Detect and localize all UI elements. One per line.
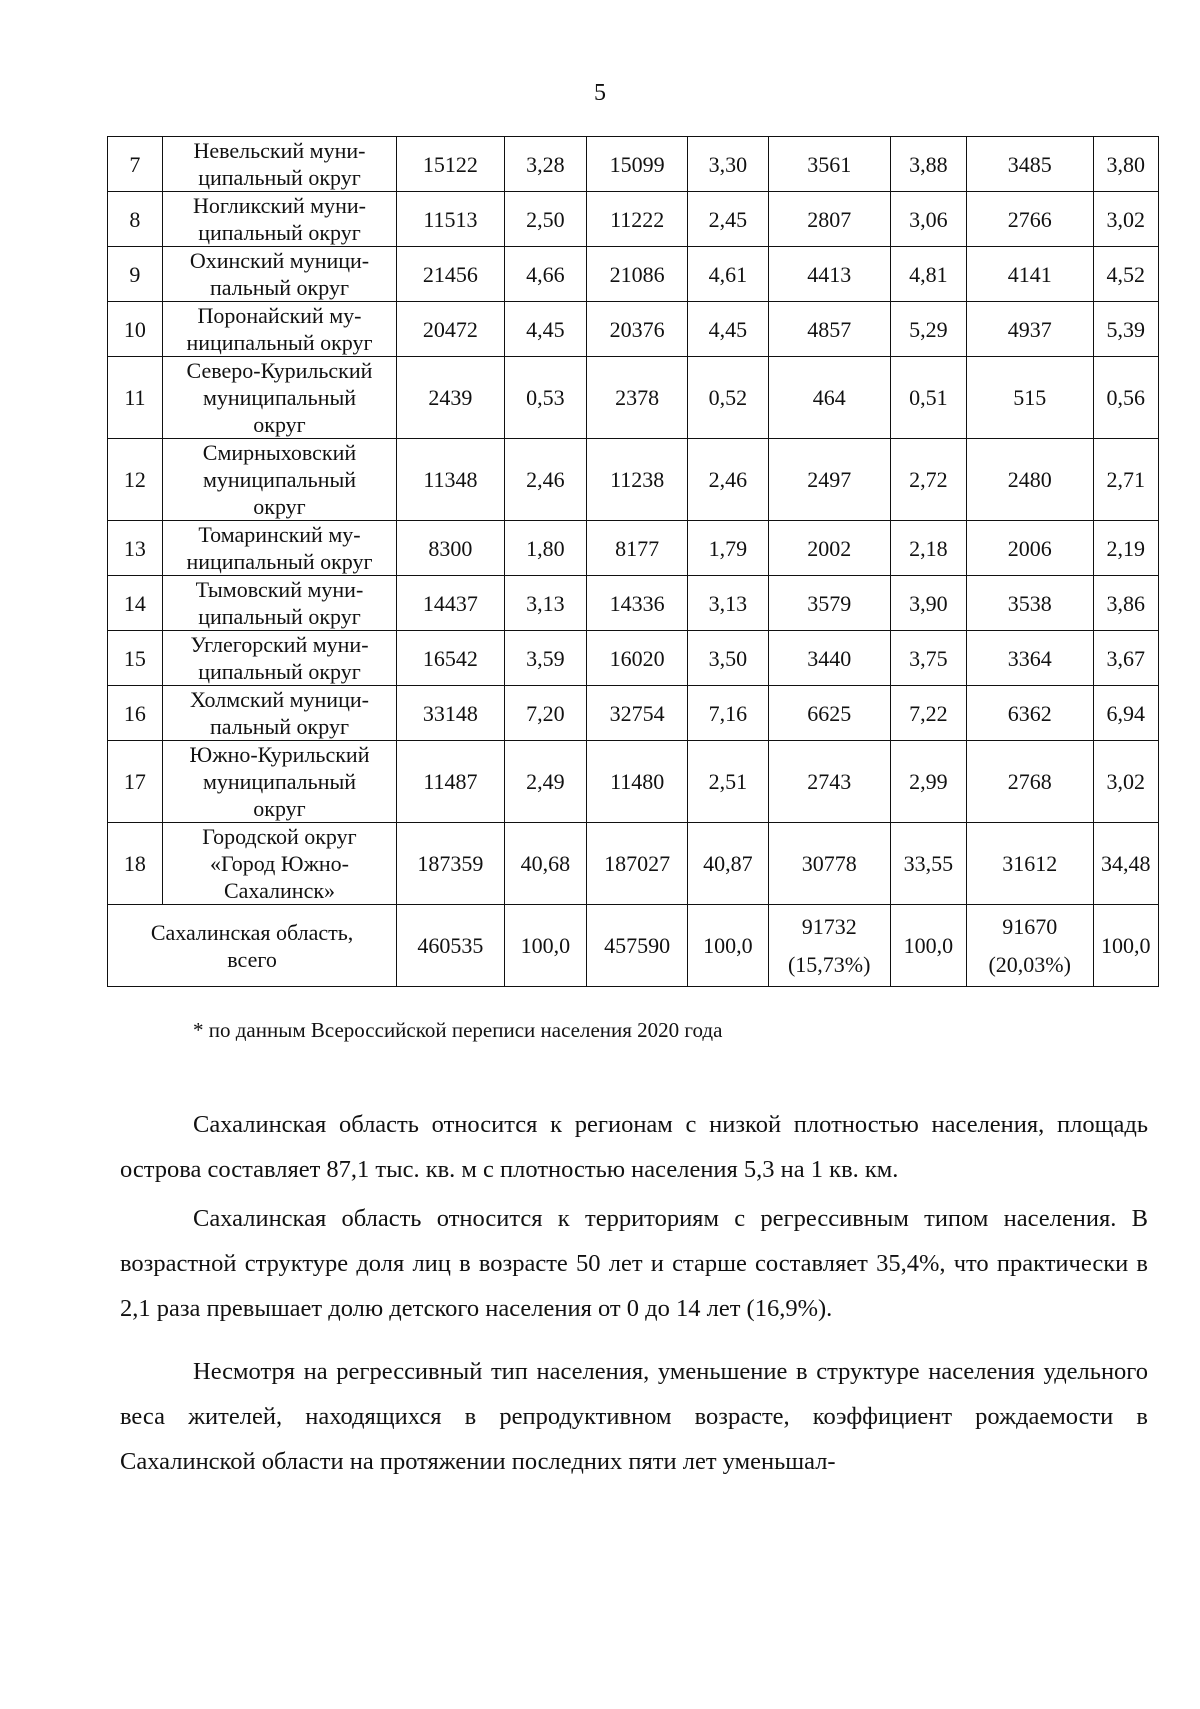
district-name-cell-line: Смирныховский xyxy=(202,440,357,465)
value-cell: 2497 xyxy=(768,439,890,521)
district-name-cell xyxy=(162,137,396,192)
district-name-cell xyxy=(162,686,396,741)
paragraph-age-structure: Сахалинская область относится к территориям с регрессивным типом населения. В возрастной структуре доля лиц в возрасте 50 лет и старше составляет 35,4%, что практически в 2,1 раза превышает долю детского населения от 0 до 14 лет (16,9%). xyxy=(120,1205,1148,1322)
district-name-cell-line: ципальный округ xyxy=(198,604,361,629)
value-cell: 4,52 xyxy=(1093,247,1159,302)
value-cell: 7,22 xyxy=(890,686,966,741)
value-cell: 2439 xyxy=(397,357,505,439)
table-row xyxy=(108,576,1159,631)
total-value-line: 91732 xyxy=(801,913,857,939)
value-cell: 2,50 xyxy=(504,192,586,247)
value-cell: 32754 xyxy=(587,686,688,741)
value-cell: 15099 xyxy=(587,137,688,192)
table-row xyxy=(108,439,1159,521)
district-name-cell-line: Сахалинск» xyxy=(223,878,336,903)
district-name-cell xyxy=(162,302,396,357)
total-row xyxy=(108,905,1159,987)
value-cell: 4,45 xyxy=(688,302,768,357)
value-cell: 4,61 xyxy=(688,247,768,302)
value-cell: 187027 xyxy=(587,823,688,905)
value-cell: 40,68 xyxy=(504,823,586,905)
value-cell: 3485 xyxy=(966,137,1093,192)
value-cell: 3,02 xyxy=(1093,741,1159,823)
value-cell: 4141 xyxy=(966,247,1093,302)
value-cell: 3364 xyxy=(966,631,1093,686)
body-text xyxy=(120,1102,1148,1484)
value-cell: 2768 xyxy=(966,741,1093,823)
population-table xyxy=(107,136,1159,987)
value-cell: 2807 xyxy=(768,192,890,247)
value-cell: 2,19 xyxy=(1093,521,1159,576)
district-name-cell xyxy=(162,192,396,247)
value-cell: 2,71 xyxy=(1093,439,1159,521)
value-cell: 4937 xyxy=(966,302,1093,357)
district-name-cell-line: округ xyxy=(253,494,306,519)
value-cell: 4,45 xyxy=(504,302,586,357)
value-cell: 2,18 xyxy=(890,521,966,576)
district-name-cell-line: пальный округ xyxy=(209,714,349,739)
district-name-cell-line: пальный округ xyxy=(209,275,349,300)
district-name-cell-line: Поронайский му- xyxy=(197,303,362,328)
value-cell: 3,13 xyxy=(688,576,768,631)
value-cell: 2006 xyxy=(966,521,1093,576)
value-cell: 11487 xyxy=(397,741,505,823)
value-cell: 34,48 xyxy=(1093,823,1159,905)
value-cell: 15122 xyxy=(397,137,505,192)
value-cell: 40,87 xyxy=(688,823,768,905)
value-cell: 0,52 xyxy=(688,357,768,439)
value-cell: 1,80 xyxy=(504,521,586,576)
value-cell: 1,79 xyxy=(688,521,768,576)
district-name-cell-line: округ xyxy=(253,412,306,437)
value-cell: 21086 xyxy=(587,247,688,302)
value-cell: 2,51 xyxy=(688,741,768,823)
district-name-cell-line: муниципальный xyxy=(202,769,357,794)
row-number-cell: 15 xyxy=(108,631,163,686)
value-cell: 11222 xyxy=(587,192,688,247)
table-row xyxy=(108,686,1159,741)
district-name-cell xyxy=(162,521,396,576)
value-cell: 11238 xyxy=(587,439,688,521)
district-name-cell xyxy=(162,741,396,823)
district-name-cell-line: ниципальный округ xyxy=(186,330,373,355)
value-cell: 3,75 xyxy=(890,631,966,686)
table-row xyxy=(108,741,1159,823)
district-name-cell-line: Холмский муници- xyxy=(190,687,369,712)
value-cell: 2,45 xyxy=(688,192,768,247)
total-value-cell: 100,0 xyxy=(504,905,586,987)
value-cell: 8177 xyxy=(587,521,688,576)
value-cell: 11348 xyxy=(397,439,505,521)
district-name-cell-line: муниципальный xyxy=(202,467,357,492)
row-number-cell: 11 xyxy=(108,357,163,439)
value-cell: 6362 xyxy=(966,686,1093,741)
table-row xyxy=(108,302,1159,357)
value-cell: 2766 xyxy=(966,192,1093,247)
total-value-cell xyxy=(768,905,890,987)
district-name-cell-line: Углегорский муни- xyxy=(190,632,369,657)
value-cell: 3,59 xyxy=(504,631,586,686)
district-name-cell-line: Южно-Курильский xyxy=(189,742,370,767)
value-cell: 16020 xyxy=(587,631,688,686)
district-name-cell xyxy=(162,631,396,686)
value-cell: 3,30 xyxy=(688,137,768,192)
value-cell: 5,29 xyxy=(890,302,966,357)
table-row xyxy=(108,247,1159,302)
value-cell: 464 xyxy=(768,357,890,439)
table-row xyxy=(108,823,1159,905)
table-row xyxy=(108,137,1159,192)
value-cell: 11480 xyxy=(587,741,688,823)
total-value-line: (20,03%) xyxy=(988,951,1071,977)
value-cell: 11513 xyxy=(397,192,505,247)
district-name-cell-line: ниципальный округ xyxy=(186,549,373,574)
value-cell: 30778 xyxy=(768,823,890,905)
value-cell: 4413 xyxy=(768,247,890,302)
paragraph-birth-rate: Несмотря на регрессивный тип населения, уменьшение в структуре населения удельного веса жителей, находящихся в репродуктивном возрасте, коэффициент рождаемости в Сахалинской области на протяжении последних пяти лет уменьшал- xyxy=(120,1358,1148,1475)
district-name-cell-line: ципальный округ xyxy=(198,220,361,245)
district-name-cell xyxy=(162,357,396,439)
value-cell: 3,50 xyxy=(688,631,768,686)
total-value-line: (15,73%) xyxy=(787,951,871,977)
table-row xyxy=(108,631,1159,686)
district-name-cell xyxy=(162,823,396,905)
total-label-line: Сахалинская область, xyxy=(150,919,354,945)
value-cell: 3,13 xyxy=(504,576,586,631)
value-cell: 3,80 xyxy=(1093,137,1159,192)
value-cell: 33,55 xyxy=(890,823,966,905)
value-cell: 3,02 xyxy=(1093,192,1159,247)
district-name-cell-line: Ногликский муни- xyxy=(192,193,366,218)
district-name-cell-line: муниципальный xyxy=(202,385,357,410)
value-cell: 4,66 xyxy=(504,247,586,302)
total-label-line: всего xyxy=(227,946,277,972)
district-name-cell-line: ципальный округ xyxy=(198,165,361,190)
value-cell: 3,90 xyxy=(890,576,966,631)
value-cell: 0,51 xyxy=(890,357,966,439)
total-value-cell: 100,0 xyxy=(890,905,966,987)
district-name-cell xyxy=(162,247,396,302)
value-cell: 2,46 xyxy=(504,439,586,521)
value-cell: 8300 xyxy=(397,521,505,576)
row-number-cell: 8 xyxy=(108,192,163,247)
value-cell: 31612 xyxy=(966,823,1093,905)
table-row xyxy=(108,521,1159,576)
district-name-cell-line: Томаринский му- xyxy=(198,522,361,547)
total-label-cell xyxy=(108,905,397,987)
value-cell: 21456 xyxy=(397,247,505,302)
value-cell: 14336 xyxy=(587,576,688,631)
district-name-cell-line: Охинский муници- xyxy=(189,248,370,273)
value-cell: 3561 xyxy=(768,137,890,192)
value-cell: 3,88 xyxy=(890,137,966,192)
row-number-cell: 14 xyxy=(108,576,163,631)
value-cell: 3579 xyxy=(768,576,890,631)
total-value-cell: 460535 xyxy=(397,905,505,987)
district-name-cell-line: округ xyxy=(253,796,306,821)
total-value-line: 91670 xyxy=(1002,913,1058,939)
value-cell: 16542 xyxy=(397,631,505,686)
table-row xyxy=(108,192,1159,247)
paragraph-density: Сахалинская область относится к регионам с низкой плотностью населения, площадь острова составляет 87,1 тыс. кв. м с плотностью населения 5,3 на 1 кв. км. xyxy=(120,1111,1148,1183)
table-footnote: * по данным Всероссийской переписи населения 2020 года xyxy=(193,1018,723,1042)
value-cell: 3,67 xyxy=(1093,631,1159,686)
value-cell: 7,16 xyxy=(688,686,768,741)
value-cell: 0,56 xyxy=(1093,357,1159,439)
value-cell: 2480 xyxy=(966,439,1093,521)
row-number-cell: 9 xyxy=(108,247,163,302)
row-number-cell: 13 xyxy=(108,521,163,576)
value-cell: 3,86 xyxy=(1093,576,1159,631)
table-row xyxy=(108,357,1159,439)
district-name-cell-line: Северо-Курильский xyxy=(186,358,373,383)
value-cell: 2743 xyxy=(768,741,890,823)
total-value-cell: 100,0 xyxy=(688,905,768,987)
value-cell: 3,28 xyxy=(504,137,586,192)
district-name-cell xyxy=(162,576,396,631)
value-cell: 2,49 xyxy=(504,741,586,823)
row-number-cell: 10 xyxy=(108,302,163,357)
value-cell: 3440 xyxy=(768,631,890,686)
page-number: 5 xyxy=(594,80,606,106)
row-number-cell: 18 xyxy=(108,823,163,905)
district-name-cell-line: Невельский муни- xyxy=(193,138,366,163)
value-cell: 2002 xyxy=(768,521,890,576)
value-cell: 187359 xyxy=(397,823,505,905)
district-name-cell-line: «Город Южно- xyxy=(209,851,349,876)
value-cell: 14437 xyxy=(397,576,505,631)
row-number-cell: 7 xyxy=(108,137,163,192)
district-name-cell-line: Тымовский муни- xyxy=(195,577,364,602)
total-value-cell xyxy=(966,905,1093,987)
total-value-cell: 100,0 xyxy=(1093,905,1159,987)
value-cell: 7,20 xyxy=(504,686,586,741)
value-cell: 6,94 xyxy=(1093,686,1159,741)
district-name-cell-line: Городской округ xyxy=(202,824,357,849)
value-cell: 2,72 xyxy=(890,439,966,521)
value-cell: 3,06 xyxy=(890,192,966,247)
value-cell: 20376 xyxy=(587,302,688,357)
district-name-cell xyxy=(162,439,396,521)
row-number-cell: 17 xyxy=(108,741,163,823)
value-cell: 4857 xyxy=(768,302,890,357)
value-cell: 2,99 xyxy=(890,741,966,823)
value-cell: 3538 xyxy=(966,576,1093,631)
value-cell: 5,39 xyxy=(1093,302,1159,357)
value-cell: 6625 xyxy=(768,686,890,741)
value-cell: 2,46 xyxy=(688,439,768,521)
value-cell: 20472 xyxy=(397,302,505,357)
total-value-cell: 457590 xyxy=(587,905,688,987)
row-number-cell: 12 xyxy=(108,439,163,521)
value-cell: 2378 xyxy=(587,357,688,439)
row-number-cell: 16 xyxy=(108,686,163,741)
value-cell: 515 xyxy=(966,357,1093,439)
value-cell: 0,53 xyxy=(504,357,586,439)
district-name-cell-line: ципальный округ xyxy=(198,659,361,684)
value-cell: 4,81 xyxy=(890,247,966,302)
value-cell: 33148 xyxy=(397,686,505,741)
